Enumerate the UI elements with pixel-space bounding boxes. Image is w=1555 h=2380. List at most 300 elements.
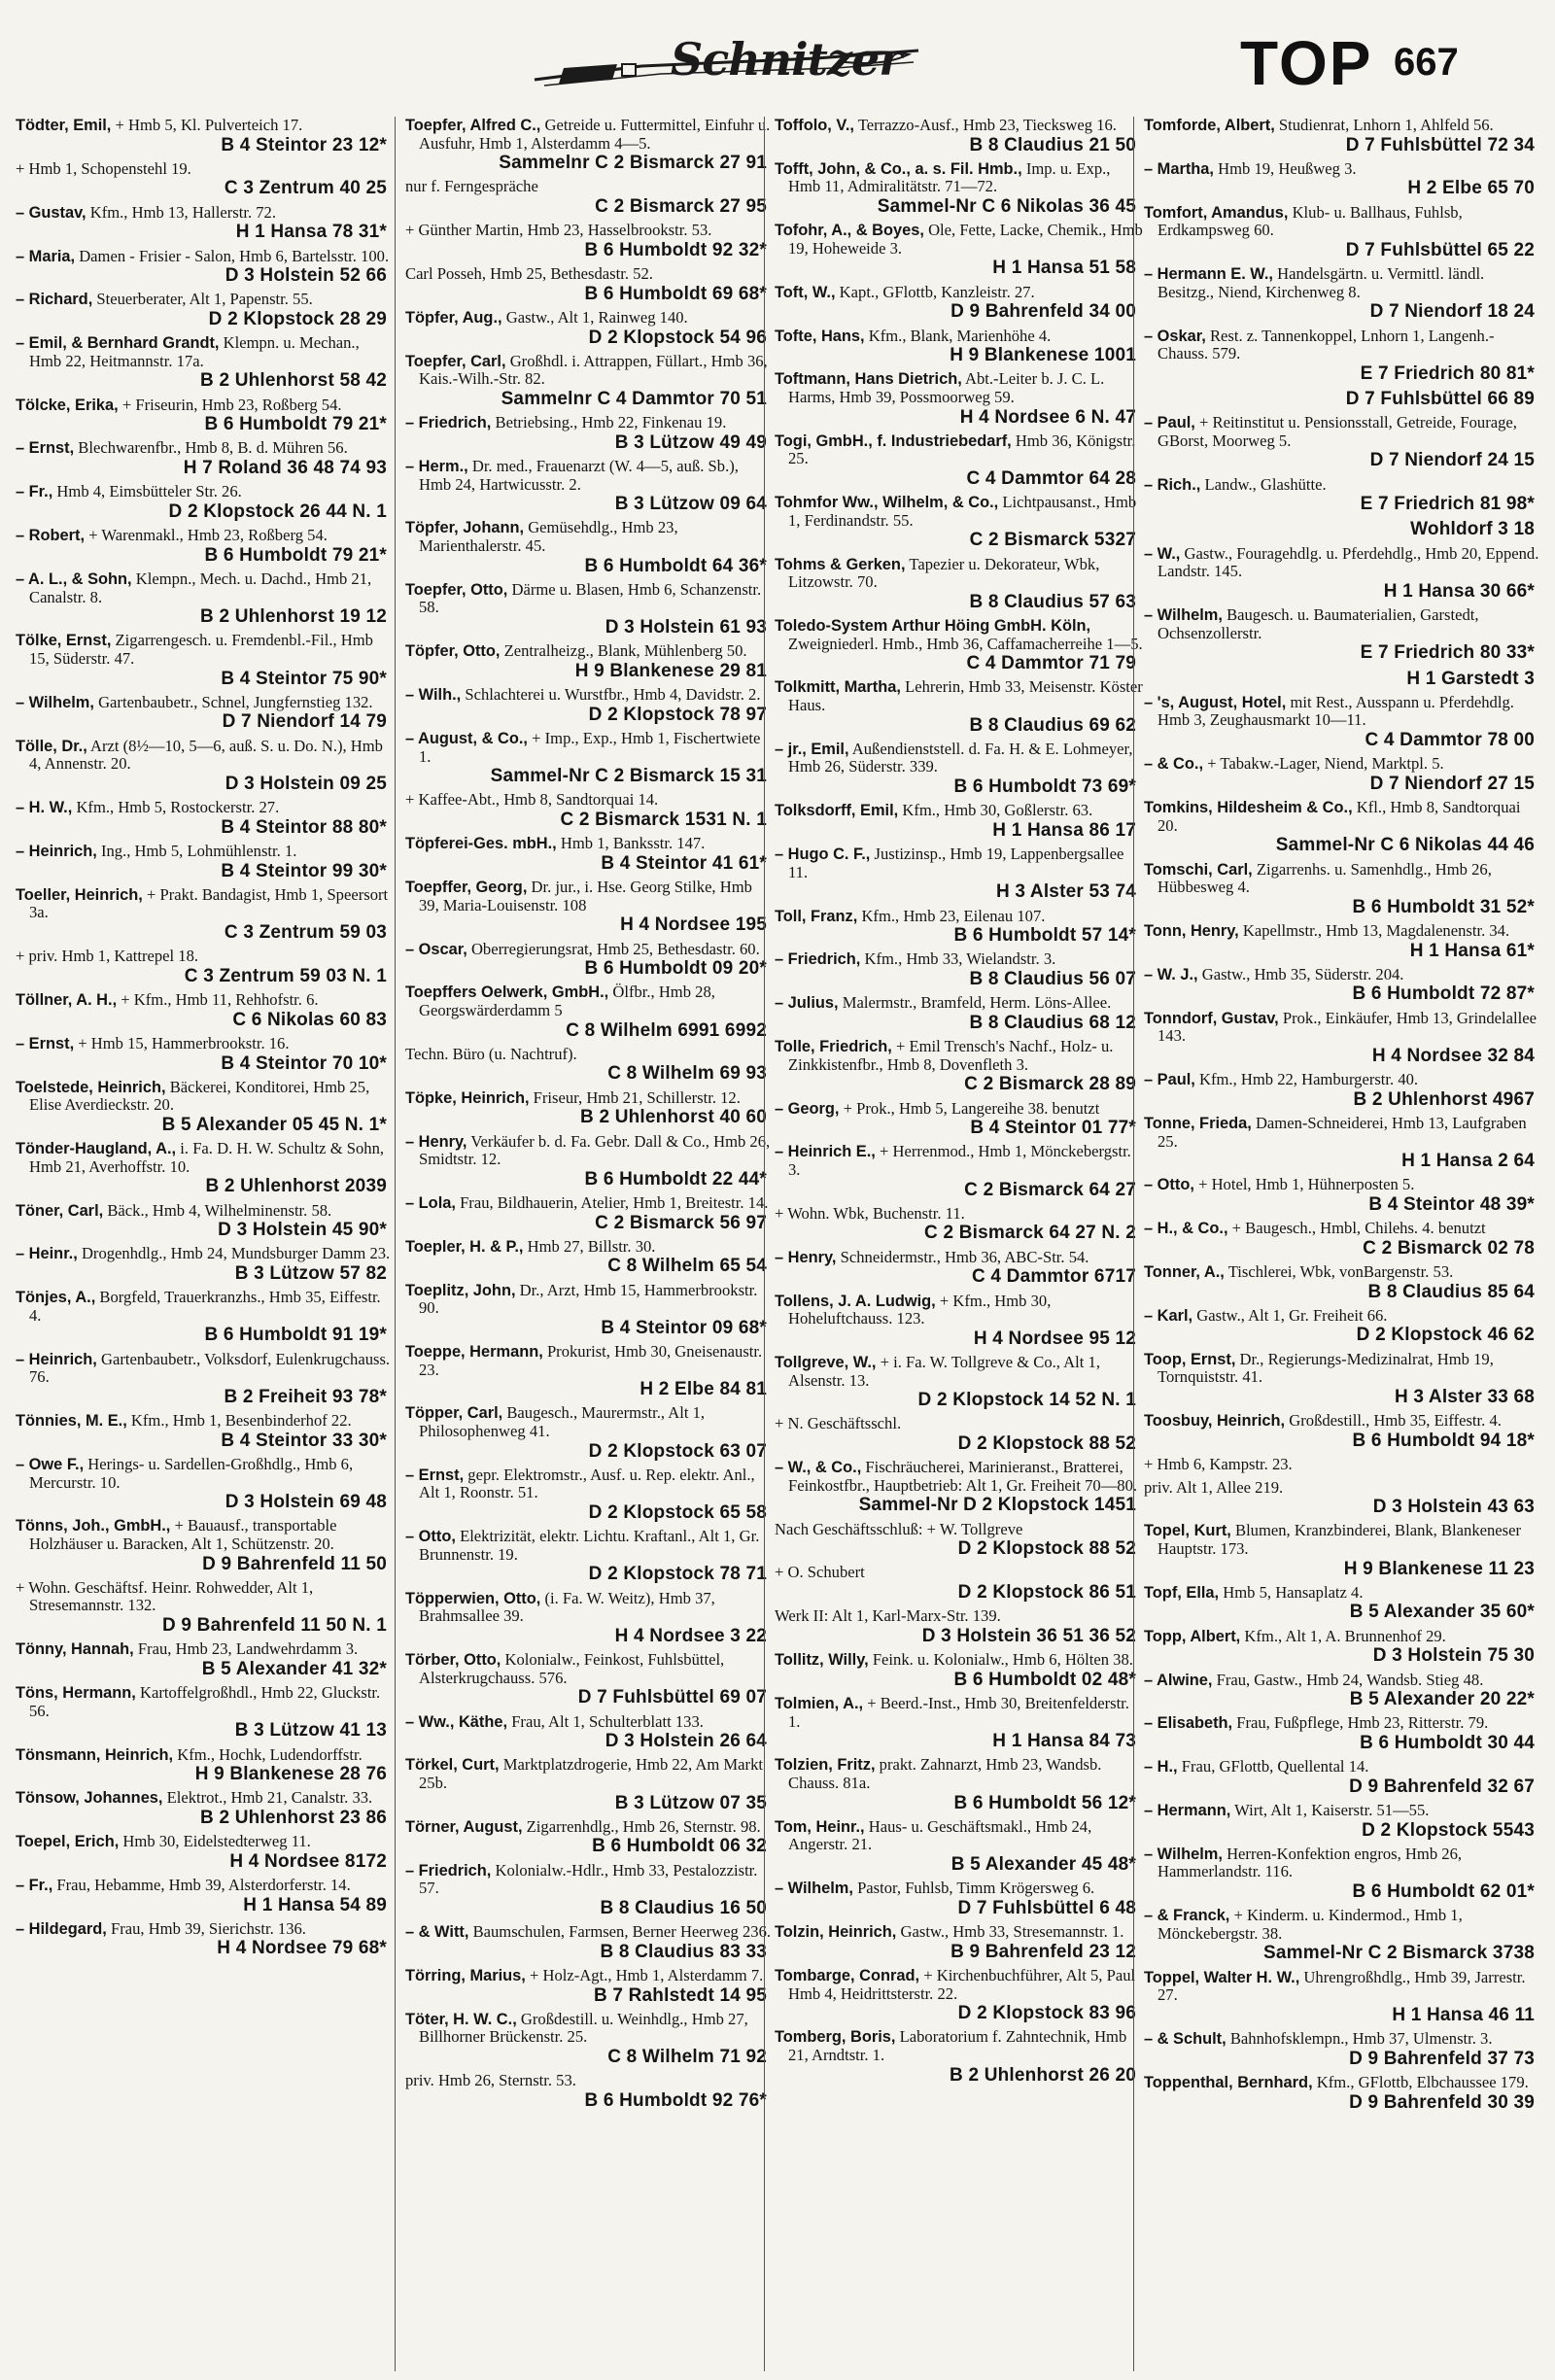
- entry-phone: B 2 Uhlenhorst 58 42: [200, 370, 387, 392]
- entry-name: Tomforde, Albert,: [1144, 117, 1275, 134]
- entry-details: Laboratorium f. Zahntechnik, Hmb 21, Arndtstr. 1.: [788, 2027, 1127, 2064]
- entry-details: Feink. u. Kolonialw., Hmb 6, Hölten 38.: [872, 1650, 1133, 1670]
- entry-details: Schneidermstr., Hmb 36, ABC-Str. 54.: [840, 1247, 1089, 1266]
- entry-details: Kfm., GFlottb, Elbchaussee 179.: [1316, 2073, 1529, 2091]
- entry-phone: D 9 Bahrenfeld 30 39: [1349, 2091, 1535, 2113]
- entry-phone: H 1 Hansa 51 58: [992, 258, 1136, 279]
- entry-phone: C 2 Bismarck 56 97: [595, 1212, 767, 1233]
- directory-entry: [775, 1293, 1144, 1349]
- entry-details: Arzt (8½—10, 5—6, auß. S. u. Do. N.), Hmb 4, Annenstr. 20.: [29, 736, 383, 774]
- entry-name: Töner, Carl,: [16, 1201, 104, 1220]
- entry-phone: B 2 Uhlenhorst 19 12: [200, 606, 387, 628]
- entry-phone: B 5 Alexander 35 60*: [1349, 1602, 1535, 1623]
- directory-entry: [405, 117, 775, 173]
- directory-entry: [16, 1035, 395, 1074]
- entry-details: Baugesch. u. Baumaterialien, Garstedt, Ochsenzollerstr.: [1158, 605, 1479, 642]
- entry-name: Tombarge, Conrad,: [775, 1966, 920, 1984]
- entry-details: Herren-Konfektion engros, Hmb 26, Hammerlandstr. 116.: [1158, 1844, 1463, 1881]
- entry-details: Großhdl. i. Attrappen, Füllart., Hmb 36, Kais.-Wilh.-Str. 82.: [419, 351, 768, 389]
- entry-name: – Owe F.,: [16, 1455, 85, 1473]
- directory-entry: [775, 1818, 1144, 1875]
- entry-phone: D 9 Bahrenfeld 37 73: [1349, 2048, 1535, 2069]
- entry-name: – Ww., Käthe,: [405, 1712, 508, 1731]
- entry-name: Tonndorf, Gustav,: [1144, 1009, 1279, 1027]
- directory-entry: [775, 678, 1144, 735]
- directory-entry: [405, 1756, 775, 1812]
- entry-phone: B 5 Alexander 05 45 N. 1*: [161, 1114, 387, 1135]
- directory-entry: [775, 950, 1144, 989]
- entry-name: Törring, Marius,: [405, 1966, 526, 1984]
- directory-entry: [405, 2011, 775, 2067]
- entry-phone: B 6 Humboldt 57 14*: [953, 925, 1136, 947]
- entry-name: Toledo-System Arthur Höing GmbH. Köln,: [775, 617, 1091, 636]
- directory-entry: [405, 941, 775, 980]
- entry-phone: D 3 Holstein 26 64: [605, 1731, 767, 1752]
- entry-phone: Wohldorf 3 18: [1410, 519, 1535, 540]
- entry-details: Großdestill. u. Weinhdlg., Hmb 27, Billhorner Brückenstr. 25.: [419, 2009, 748, 2047]
- entry-details: Klempn. u. Mechan., Hmb 22, Heitmannstr. 17a.: [29, 333, 360, 370]
- entry-phone: D 3 Holstein 43 63: [1372, 1497, 1535, 1518]
- directory-entry: [16, 1789, 395, 1828]
- entry-name: – Hermann,: [1144, 1802, 1231, 1820]
- entry-name: Tolmien, A.,: [775, 1694, 864, 1712]
- directory-entry: [775, 1695, 1144, 1751]
- entry-phone: D 7 Niendorf 24 15: [1369, 450, 1535, 471]
- directory-entry: [16, 439, 395, 478]
- directory-entry: [775, 1143, 1144, 1199]
- directory-entry: [775, 1205, 1144, 1244]
- entry-details: Bäckerei, Konditorei, Hmb 25, Elise Averdieckstr. 20.: [29, 1077, 370, 1115]
- entry-name: Toepffers Oelwerk, GmbH.,: [405, 983, 609, 1002]
- directory-entry: [1144, 1969, 1542, 2025]
- entry-details: Kfm., Hmb 23, Eilenau 107.: [861, 906, 1046, 925]
- directory-entry: [16, 1245, 395, 1284]
- entry-details: Klempn., Mech. u. Dachd., Hmb 21, Canalstr. 8.: [29, 569, 372, 606]
- directory-entry: [1144, 1220, 1542, 1259]
- entry-phone: Sammel-Nr D 2 Klopstock 1451: [858, 1495, 1136, 1516]
- entry-phone: B 8 Claudius 56 07: [969, 969, 1136, 990]
- entry-phone: D 7 Fuhlsbüttel 65 22: [1345, 239, 1535, 260]
- entry-phone: B 6 Humboldt 94 18*: [1352, 1430, 1535, 1451]
- entry-details: Hmb 4, Eimsbütteler Str. 26.: [56, 482, 242, 501]
- entry-details: Dr., Arzt, Hmb 15, Hammerbrookstr. 90.: [419, 1280, 758, 1318]
- entry-name: Tölcke, Erika,: [16, 396, 119, 414]
- entry-name: Tofte, Hans,: [775, 327, 865, 345]
- entry-details: + Wohn. Geschäftsf. Heinr. Rohwedder, Alt 1, Stresemannstr. 132.: [16, 1577, 314, 1615]
- entry-details: Damen - Frisier - Salon, Hmb 6, Bartelsstr. 100.: [79, 246, 390, 265]
- entry-name: Toftmann, Hans Dietrich,: [775, 370, 962, 389]
- directory-entry: [405, 1343, 775, 1399]
- entry-phone: B 2 Freiheit 93 78*: [224, 1386, 387, 1407]
- entry-phone: B 6 Humboldt 79 21*: [204, 544, 387, 566]
- entry-name: Togi, GmbH., f. Industriebedarf,: [775, 431, 1012, 450]
- entry-details: Herings- u. Sardellen-Großhdlg., Hmb 6, Mercurstr. 10.: [29, 1454, 354, 1492]
- entry-name: Tönder-Haugland, A.,: [16, 1140, 177, 1158]
- entry-name: – Henry,: [405, 1132, 467, 1151]
- entry-phone: H 4 Nordsee 79 68*: [217, 1938, 387, 1959]
- entry-phone: H 1 Hansa 2 64: [1401, 1151, 1535, 1172]
- entry-phone: B 4 Steintor 88 80*: [221, 816, 387, 838]
- entry-name: Tohmfor Ww., Wilhelm, & Co.,: [775, 494, 999, 512]
- logo-wordmark: Schnitzer: [671, 33, 902, 86]
- entry-phone: H 4 Nordsee 95 12: [973, 1328, 1136, 1349]
- entry-phone: C 8 Wilhelm 71 92: [607, 2046, 767, 2067]
- entry-details: Gastw., Fouragehdlg. u. Pferdehdlg., Hmb 20, Eppend. Landstr. 145.: [1158, 543, 1539, 581]
- entry-name: Toepfer, Alfred C.,: [405, 117, 541, 134]
- entry-details: + i. Fa. W. Tollgreve & Co., Alt 1, Alsenstr. 13.: [788, 1352, 1100, 1390]
- directory-entry: [16, 991, 395, 1030]
- entry-details: Baumschulen, Farmsen, Berner Heerweg 236.: [472, 1922, 772, 1942]
- entry-details: + Imp., Exp., Hmb 1, Fischertwiete 1.: [419, 729, 761, 766]
- entry-details: Studienrat, Lnhorn 1, Ahlfeld 56.: [1278, 117, 1494, 134]
- entry-name: Toffolo, V.,: [775, 117, 854, 134]
- entry-details: Friseur, Hmb 21, Schillerstr. 12.: [533, 1087, 741, 1107]
- directory-entry: [775, 1564, 1144, 1603]
- entry-details: + Hmb 1, Schopenstehl 19.: [16, 158, 191, 178]
- directory-entry: [775, 1038, 1144, 1094]
- entry-phone: D 2 Klopstock 88 52: [957, 1432, 1136, 1454]
- directory-entry: [775, 994, 1144, 1033]
- directory-entry: [775, 432, 1144, 489]
- directory-entry: [16, 843, 395, 881]
- entry-phone: D 2 Klopstock 78 97: [588, 704, 767, 725]
- entry-phone: C 2 Bismarck 27 95: [595, 196, 767, 217]
- directory-entry: [1144, 1714, 1542, 1753]
- entry-name: Toft, W.,: [775, 283, 836, 301]
- entry-phone: B 2 Uhlenhorst 2039: [205, 1176, 387, 1197]
- entry-name: – W. J.,: [1144, 965, 1198, 983]
- entry-details: Därme u. Blasen, Hmb 6, Schanzenstr. 58.: [419, 579, 762, 617]
- directory-entry: [1144, 545, 1542, 602]
- entry-details: Klub- u. Ballhaus, Fuhlsb, Erdkampsweg 60.: [1158, 202, 1463, 240]
- entry-name: – Fr.,: [16, 483, 53, 501]
- entry-phone: D 2 Klopstock 88 52: [957, 1538, 1136, 1560]
- entry-details: Großdestill., Hmb 35, Eiffestr. 4.: [1289, 1411, 1502, 1431]
- entry-phone: C 8 Wilhelm 69 93: [607, 1063, 767, 1085]
- entry-phone: B 4 Steintor 99 30*: [221, 860, 387, 881]
- entry-phone: D 2 Klopstock 46 62: [1356, 1325, 1535, 1346]
- entry-phone: H 7 Roland 36 48 74 93: [183, 458, 387, 479]
- entry-details: Lehrerin, Hmb 33, Meisenstr. Köster Haus.: [788, 677, 1143, 715]
- entry-details: Bäck., Hmb 4, Wilhelminenstr. 58.: [107, 1200, 332, 1220]
- entry-name: Tödter, Emil,: [16, 117, 112, 134]
- directory-entry: [775, 1923, 1144, 1962]
- entry-name: – Hildegard,: [16, 1919, 107, 1938]
- directory-entry: [16, 1079, 395, 1135]
- entry-name: Topp, Albert,: [1144, 1627, 1241, 1645]
- entry-name: – Karl,: [1144, 1306, 1193, 1325]
- entry-phone: E 7 Friedrich 80 33*: [1360, 642, 1535, 664]
- directory-entry: [775, 494, 1144, 550]
- entry-name: Töpperwien, Otto,: [405, 1589, 541, 1607]
- entry-name: Tomkins, Hildesheim & Co.,: [1144, 799, 1353, 817]
- entry-phone: H 4 Nordsee 32 84: [1371, 1045, 1535, 1066]
- entry-phone: H 2 Elbe 84 81: [639, 1379, 767, 1400]
- entry-name: Toepfer, Otto,: [405, 580, 508, 599]
- entry-name: – Hermann E. W.,: [1144, 265, 1273, 284]
- entry-name: Töpfer, Johann,: [405, 519, 525, 537]
- directory-entry: [405, 1862, 775, 1918]
- entry-phone: H 9 Blankenese 29 81: [574, 660, 767, 681]
- column-4: [1133, 117, 1542, 2371]
- entry-details: + O. Schubert: [775, 1563, 865, 1582]
- entry-phone: B 6 Humboldt 56 12*: [953, 1792, 1136, 1813]
- directory-entry: [1144, 1351, 1542, 1407]
- directory-entry: [1144, 606, 1542, 663]
- entry-name: Tofft, John, & Co., a. s. Fil. Hmb.,: [775, 159, 1022, 178]
- entry-phone: C 6 Nikolas 60 83: [232, 1009, 387, 1030]
- entry-name: Tohms & Gerken,: [775, 555, 906, 573]
- directory-entry: [405, 581, 775, 638]
- entry-phone: D 7 Fuhlsbüttel 66 89: [1345, 388, 1535, 409]
- entry-details: gepr. Elektromstr., Ausf. u. Rep. elektr. Anl., Alt 1, Roonstr. 51.: [419, 1465, 755, 1502]
- entry-phone: Sammel-Nr C 2 Bismarck 15 31: [490, 766, 767, 787]
- entry-name: – Maria,: [16, 247, 76, 265]
- entry-name: Tom, Heinr.,: [775, 1817, 865, 1836]
- entry-phone: B 4 Steintor 70 10*: [221, 1052, 387, 1074]
- directory-entry: [775, 1756, 1144, 1812]
- entry-name: Töllner, A. H.,: [16, 991, 118, 1010]
- entry-phone: B 7 Rahlstedt 14 95: [593, 1984, 767, 2006]
- entry-details: Hmb 36, Königstr. 25.: [788, 431, 1136, 468]
- entry-details: Gartenbaubetr., Schnel, Jungfernstieg 132.: [98, 692, 373, 711]
- entry-details: Carl Posseh, Hmb 25, Bethesdastr. 52.: [405, 264, 653, 284]
- directory-entry: [1144, 519, 1542, 539]
- directory-entry: [405, 1818, 775, 1857]
- entry-details: Kfm., Hmb 13, Hallerstr. 72.: [89, 202, 276, 222]
- entry-details: Prok., Einkäufer, Hmb 13, Grindelallee 143.: [1158, 1008, 1537, 1046]
- entry-name: Toepler, H. & P.,: [405, 1237, 524, 1256]
- entry-name: Tonner, A.,: [1144, 1263, 1225, 1282]
- entry-details: + Kaffee-Abt., Hmb 8, Sandtorquai 14.: [405, 790, 659, 810]
- directory-entry: [16, 570, 395, 627]
- directory-entry: [1144, 265, 1542, 322]
- directory-entry: [405, 1282, 775, 1338]
- entry-phone: B 6 Humboldt 73 69*: [953, 776, 1136, 798]
- entry-name: Tönsow, Johannes,: [16, 1789, 163, 1808]
- entry-details: + priv. Hmb 1, Kattrepel 18.: [16, 947, 199, 966]
- column-2: [395, 117, 775, 2371]
- entry-name: Toosbuy, Heinrich,: [1144, 1412, 1286, 1431]
- entry-details: Nach Geschäftsschluß: + W. Tollgreve: [775, 1519, 1023, 1538]
- entry-details: Terrazzo-Ausf., Hmb 23, Tiecksweg 16.: [857, 117, 1117, 134]
- entry-name: – H.,: [1144, 1758, 1178, 1776]
- entry-phone: D 2 Klopstock 14 52 N. 1: [917, 1390, 1136, 1411]
- entry-details: Zigarrengesch. u. Fremdenbl.-Fil., Hmb 15, Süderstr. 47.: [29, 631, 373, 669]
- entry-phone: D 2 Klopstock 26 44 N. 1: [168, 500, 387, 522]
- entry-details: Gastw., Alt 1, Rainweg 140.: [505, 307, 688, 327]
- entry-name: – Wilhelm,: [16, 693, 94, 711]
- entry-phone: H 1 Hansa 78 31*: [235, 222, 387, 243]
- entry-phone: Sammel-Nr C 6 Nikolas 44 46: [1275, 835, 1535, 856]
- directory-entry: [405, 1590, 775, 1646]
- entry-details: prakt. Zahnarzt, Hmb 23, Wandsb. Chauss. 81a.: [788, 1755, 1102, 1792]
- entry-details: + Kirchenbuchführer, Alt 5, Paul Hmb 4, Heidrittsterstr. 22.: [788, 1965, 1136, 2003]
- entry-details: Hmb 30, Eidelstedterweg 11.: [122, 1832, 311, 1851]
- entry-phone: B 2 Uhlenhorst 23 86: [200, 1807, 387, 1828]
- entry-details: Kfl., Hmb 8, Sandtorquai 20.: [1158, 798, 1521, 835]
- directory-entry: [1144, 1628, 1542, 1667]
- entry-name: Tolle, Friedrich,: [775, 1038, 892, 1056]
- entry-phone: C 4 Dammtor 71 79: [966, 653, 1136, 674]
- directory-entry: [775, 556, 1144, 612]
- entry-details: Getreide u. Futtermittel, Einfuhr u. Ausfuhr, Hmb 1, Alsterdamm 4—5.: [419, 117, 771, 153]
- entry-name: Tomberg, Boris,: [775, 2028, 896, 2047]
- directory-entry: [16, 948, 395, 986]
- directory-entry: [1144, 1456, 1542, 1474]
- directory-entry: [1144, 1802, 1542, 1841]
- entry-details: Abt.-Leiter b. J. C. L. Harms, Hmb 39, Possmoorweg 59.: [788, 369, 1105, 406]
- entry-phone: B 6 Humboldt 02 48*: [953, 1669, 1136, 1690]
- directory-entry: [775, 741, 1144, 797]
- entry-phone: D 2 Klopstock 28 29: [208, 308, 387, 329]
- directory-entry: [16, 1351, 395, 1407]
- directory-entry: [775, 1521, 1144, 1560]
- entry-details: + Hmb 5, Kl. Pulverteich 17.: [115, 117, 303, 134]
- entry-name: Tölle, Dr.,: [16, 737, 87, 755]
- entry-details: + Hmb 15, Hammerbrookstr. 16.: [78, 1033, 290, 1052]
- entry-phone: Sammel-Nr C 2 Bismarck 3738: [1263, 1943, 1535, 1964]
- entry-details: Gastw., Hmb 35, Süderstr. 204.: [1201, 964, 1404, 983]
- entry-name: Töpke, Heinrich,: [405, 1088, 530, 1107]
- entry-name: – Georg,: [775, 1099, 840, 1118]
- entry-name: Toeplitz, John,: [405, 1281, 516, 1299]
- directory-entry: [405, 2072, 775, 2111]
- entry-phone: B 6 Humboldt 92 32*: [584, 239, 767, 260]
- directory-entry: [1144, 117, 1542, 155]
- directory-entry: [405, 1046, 775, 1085]
- entry-details: Frau, Alt 1, Schulterblatt 133.: [511, 1711, 704, 1731]
- entry-phone: C 4 Dammtor 6717: [972, 1266, 1136, 1288]
- entry-details: + Reitinstitut u. Pensionsstall, Getreide, Fourage, GBorst, Moorweg 5.: [1158, 413, 1517, 450]
- entry-phone: Sammel-Nr C 6 Nikolas 36 45: [877, 196, 1136, 217]
- entry-name: Törber, Otto,: [405, 1651, 501, 1670]
- directory-entry: [405, 642, 775, 681]
- entry-name: – Hugo C. F.,: [775, 845, 871, 864]
- entry-name: – Friedrich,: [405, 414, 492, 432]
- entry-name: Tonne, Frieda,: [1144, 1114, 1252, 1132]
- directory-entry: [1144, 2030, 1542, 2069]
- directory-entry: [16, 1746, 395, 1785]
- entry-phone: B 8 Claudius 16 50: [600, 1897, 767, 1918]
- entry-name: Tofohr, A., & Boyes,: [775, 222, 924, 240]
- entry-phone: D 3 Holstein 61 93: [605, 617, 767, 638]
- entry-details: + Hotel, Hmb 1, Hühnerposten 5.: [1198, 1175, 1415, 1194]
- entry-details: Landw., Glashütte.: [1204, 474, 1327, 494]
- entry-name: – Rich.,: [1144, 475, 1201, 494]
- entry-name: – Ernst,: [405, 1466, 465, 1484]
- entry-details: Frau, Hebamme, Hmb 39, Alsterdorferstr. 14.: [56, 1876, 351, 1895]
- entry-details: + Baugesch., Hmbl, Chilehs. 4. benutzt: [1231, 1219, 1486, 1238]
- entry-phone: D 7 Niendorf 14 79: [222, 711, 387, 733]
- entry-details: Bahnhofsklempn., Hmb 37, Ulmenstr. 3.: [1229, 2029, 1493, 2049]
- directory-entry: [1144, 1522, 1542, 1578]
- entry-name: Toepel, Erich,: [16, 1833, 120, 1851]
- entry-phone: B 3 Lützow 09 64: [614, 494, 767, 515]
- directory-entry: [16, 799, 395, 838]
- entry-phone: D 3 Holstein 09 25: [225, 773, 387, 794]
- entry-phone: B 9 Bahrenfeld 23 12: [950, 1941, 1136, 1962]
- entry-name: – Lola,: [405, 1193, 456, 1212]
- entry-details: Ole, Fette, Lacke, Chemik., Hmb 19, Hoheweide 3.: [788, 221, 1143, 258]
- entry-name: – Oskar,: [1144, 327, 1206, 345]
- entry-phone: B 4 Steintor 41 61*: [601, 852, 767, 874]
- entry-details: Rest. z. Tannenkoppel, Lnhorn 1, Langenh.-Chauss. 579.: [1158, 326, 1495, 363]
- entry-details: Kartoffelgroßhdl., Hmb 22, Gluckstr. 56.: [29, 1683, 381, 1720]
- directory-entry: [775, 908, 1144, 947]
- entry-details: + Prakt. Bandagist, Hmb 1, Speersort 3a.: [29, 884, 389, 922]
- entry-phone: D 2 Klopstock 54 96: [588, 327, 767, 348]
- entry-details: + Prok., Hmb 5, Langereihe 38. benutzt: [843, 1098, 1100, 1118]
- entry-phone: B 6 Humboldt 91 19*: [204, 1325, 387, 1346]
- directory-entry: [405, 458, 775, 514]
- directory-entry: [405, 265, 775, 304]
- entry-phone: B 4 Steintor 01 77*: [970, 1118, 1136, 1139]
- directory-entry: [1144, 414, 1542, 470]
- directory-entry: [1144, 1758, 1542, 1797]
- entry-phone: B 2 Uhlenhorst 4967: [1353, 1088, 1535, 1110]
- directory-entry: [16, 694, 395, 733]
- directory-entry: [1144, 2074, 1542, 2113]
- entry-name: – H., & Co.,: [1144, 1220, 1228, 1238]
- entry-details: + Beerd.-Inst., Hmb 30, Breitenfelderstr. 1.: [788, 1693, 1129, 1731]
- directory-entry: [775, 222, 1144, 278]
- directory-entry: [1144, 922, 1542, 961]
- directory-entry: [775, 160, 1144, 217]
- entry-details: Prokurist, Hmb 30, Gneisenaustr. 23.: [419, 1342, 763, 1379]
- directory-entry: [16, 1412, 395, 1451]
- entry-phone: D 2 Klopstock 78 71: [588, 1564, 767, 1585]
- entry-phone: H 2 Elbe 65 70: [1407, 178, 1535, 199]
- entry-name: Tönns, Joh., GmbH.,: [16, 1517, 171, 1535]
- entry-details: Borgfeld, Trauerkranzhs., Hmb 35, Eiffestr. 4.: [29, 1288, 381, 1325]
- entry-name: – Julius,: [775, 994, 839, 1013]
- entry-phone: B 5 Alexander 41 32*: [201, 1658, 387, 1679]
- entry-phone: B 8 Claudius 85 64: [1367, 1281, 1535, 1302]
- publisher-logo: [525, 29, 933, 97]
- entry-details: Elektrot., Hmb 21, Canalstr. 33.: [166, 1788, 373, 1808]
- directory-entry: [1144, 160, 1542, 199]
- entry-name: Toop, Ernst,: [1144, 1350, 1236, 1368]
- entry-phone: B 4 Steintor 09 68*: [601, 1317, 767, 1338]
- entry-name: – & Witt,: [405, 1923, 469, 1942]
- entry-phone: Sammelnr C 2 Bismarck 27 91: [499, 153, 767, 174]
- column-1: [16, 117, 395, 2371]
- entry-name: Töpper, Carl,: [405, 1404, 503, 1423]
- entry-details: + Kinderm. u. Kindermod., Hmb 1, Mönckebergstr. 38.: [1158, 1906, 1463, 1943]
- entry-details: Baugesch., Maurermstr., Alt 1, Philosophenweg 41.: [419, 1403, 706, 1441]
- entry-phone: D 3 Holstein 69 48: [225, 1492, 387, 1513]
- entry-phone: B 4 Steintor 75 90*: [221, 668, 387, 689]
- entry-phone: C 3 Zentrum 59 03 N. 1: [184, 965, 387, 986]
- directory-entry: [16, 632, 395, 688]
- entry-phone: B 6 Humboldt 72 87*: [1352, 983, 1535, 1005]
- entry-name: Tönny, Hannah,: [16, 1640, 134, 1659]
- directory-entry: [405, 1713, 775, 1752]
- entry-details: Zigarrenhdlg., Hmb 26, Sternstr. 98.: [526, 1816, 761, 1836]
- entry-phone: B 8 Claudius 69 62: [969, 714, 1136, 736]
- entry-name: – & Franck,: [1144, 1907, 1230, 1925]
- entry-details: Gastw., Hmb 33, Stresemannstr. 1.: [900, 1922, 1124, 1942]
- entry-details: nur f. Ferngespräche: [405, 177, 538, 196]
- entry-phone: C 2 Bismarck 28 89: [964, 1074, 1136, 1095]
- entry-details: Blumen, Kranzbinderei, Blank, Blankeneser Hauptstr. 173.: [1158, 1521, 1521, 1558]
- column-3: [764, 117, 1144, 2371]
- entry-details: Hmb 1, Banksstr. 147.: [560, 834, 706, 853]
- entry-name: – Friedrich,: [405, 1861, 492, 1880]
- entry-details: Zigarrenhs. u. Samenhdlg., Hmb 26, Hübbesweg 4.: [1158, 859, 1492, 897]
- page-keyword: TOP: [1240, 28, 1373, 98]
